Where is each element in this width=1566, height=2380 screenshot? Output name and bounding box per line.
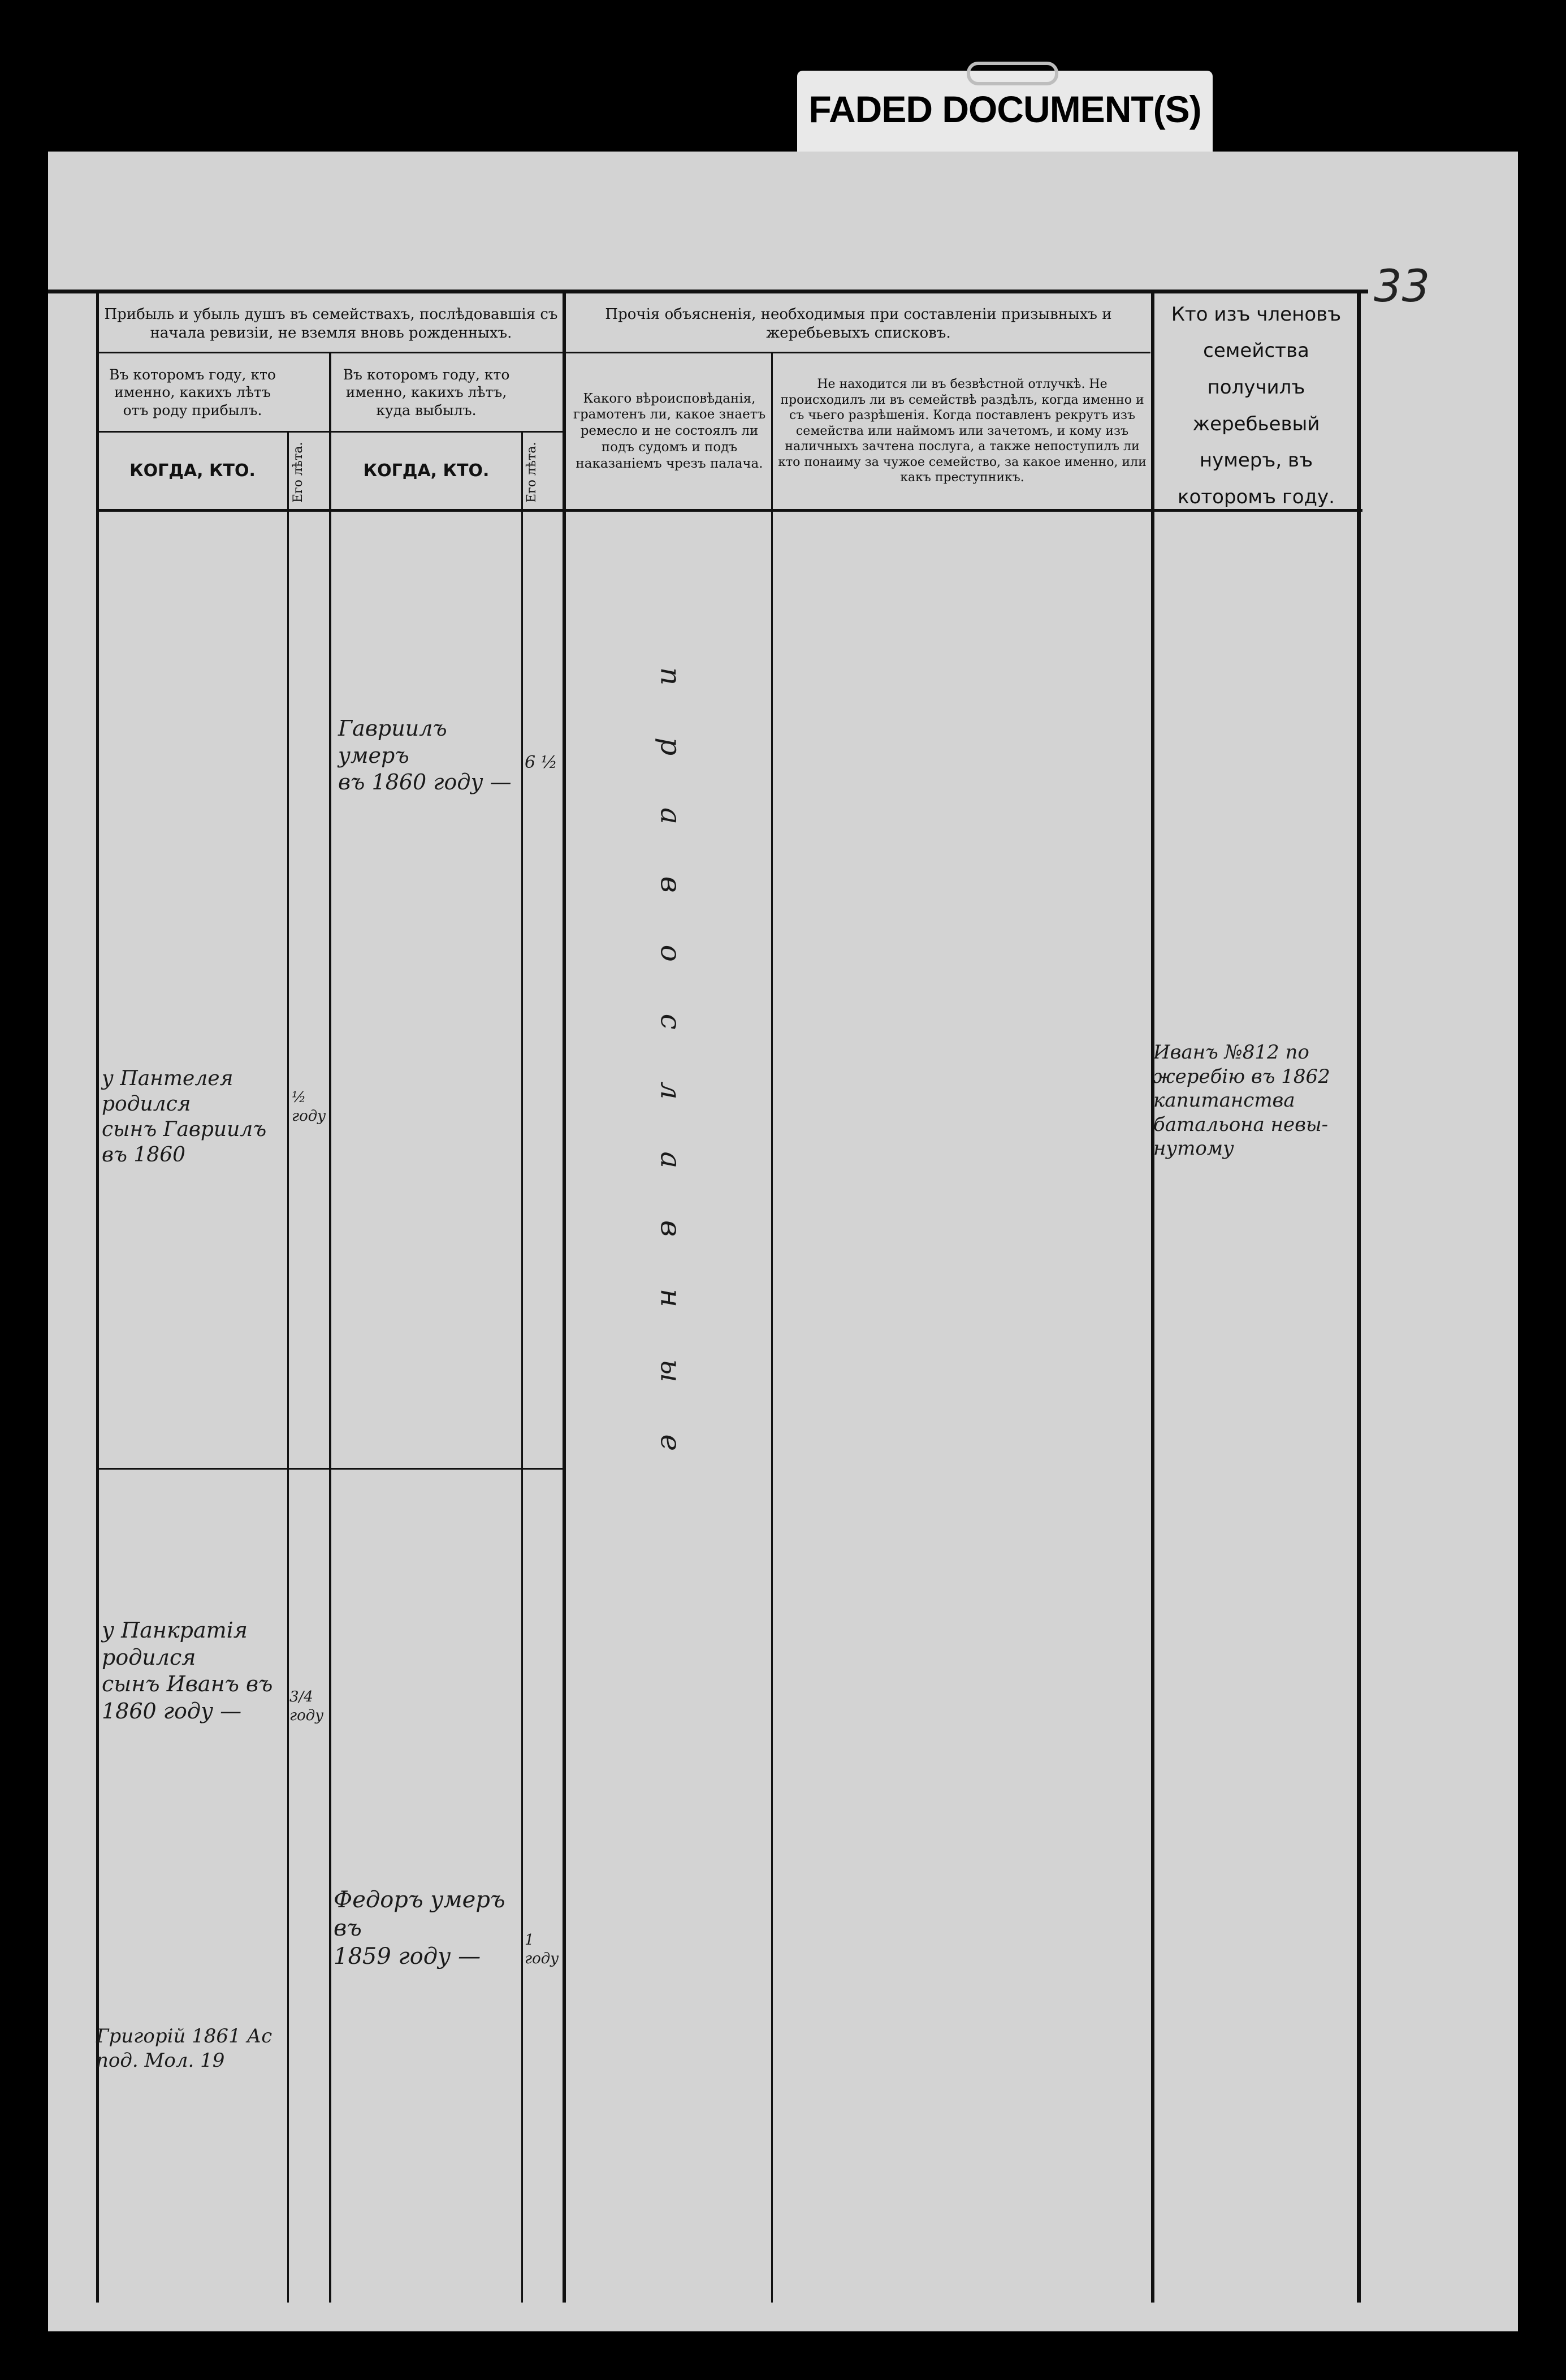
arrived-entry-3: Григорій 1861 Ас под. Мол. 19 (96, 2025, 272, 2072)
paper-clip-icon (967, 62, 1058, 85)
departed-entry-2: Федоръ умеръ въ 1859 году — (334, 1887, 505, 1969)
when-who-header-2: КОГДА, КТО. (363, 460, 490, 481)
arrived-header: Въ которомъ году, кто именно, какихъ лѣтъ отъ роду прибылъ. (109, 366, 276, 418)
col-departed-left (329, 352, 331, 2303)
lottery-entry-1: Иванъ №812 по жеребію въ 1862 капитанства батальона невы- нутому (1153, 1041, 1330, 1160)
page-number: 33 (1374, 261, 1430, 312)
age-header-2: Его лѣта. (525, 442, 539, 503)
col-age1-left (287, 431, 289, 2303)
absence-header: Не находится ли въ безвѣстной отлучкѣ. Не происходилъ ли въ семействѣ раздѣлъ, когда именно и съ чьего разрѣшенія. Когда поставленъ рекрутъ изъ семейства или наймомъ или зачетомъ, и кому изъ наличныхъ зачтена послуга, а также непоступилъ ли кто понаиму за чужое семейство, за какое именно, или какъ преступникъ. (778, 377, 1147, 485)
arrived-entry-1-age: ½ году (292, 1089, 326, 1125)
table-top-rule (48, 290, 1368, 293)
gain-loss-header: Прибыль и убыль душъ въ семействахъ, послѣдовавшія съ начала ревизіи, не вземля вновь рожденныхъ. (104, 306, 558, 342)
label-text: FADED DOCUMENT(S) (808, 88, 1201, 130)
age-header-1: Его лѣта. (291, 442, 305, 503)
col-absence-left (771, 352, 773, 2303)
col-lottery-left (1151, 290, 1154, 2303)
arrived-entry-2: у Панкратія родился сынъ Иванъ въ 1860 году — (102, 1618, 273, 1724)
religion-header: Какого вѣроисповѣданія, грамотенъ ли, какое знаетъ ремесло и не состоялъ ли подъ судомъ и подъ наказаніемъ чрезъ палача. (573, 391, 766, 471)
col-age2-left (521, 431, 523, 2303)
col-border-right (1357, 290, 1361, 2303)
col-border-left (96, 290, 99, 2303)
lottery-header: Кто изъ членовъ семейства получилъ жеребьевый нумеръ, въ которомъ году. (1171, 303, 1342, 508)
departed-entry-1: Гавриилъ умеръ въ 1860 году — (338, 716, 512, 794)
col-other-left (563, 290, 566, 2303)
religion-vertical-entry: п р а в о с л а в н ы е (654, 667, 687, 1473)
departed-entry-1-age: 6 ½ (525, 753, 557, 772)
faded-document-label (797, 71, 1213, 156)
header-subrule-mid (565, 352, 1150, 353)
arrived-entry-2-age: 3/4 году (289, 1688, 324, 1724)
other-explanations-header: Прочія объясненія, необходимыя при составленіи призывныхъ и жеребьевыхъ списковъ. (605, 306, 1112, 342)
departed-header: Въ которомъ году, кто именно, какихъ лѣтъ, куда выбылъ. (343, 366, 510, 418)
departed-entry-2-age: 1 году (525, 1932, 559, 1967)
when-who-header-1: КОГДА, КТО. (129, 460, 256, 481)
arrived-entry-1: у Пантелея родился сынъ Гавриилъ въ 1860 (102, 1067, 267, 1167)
